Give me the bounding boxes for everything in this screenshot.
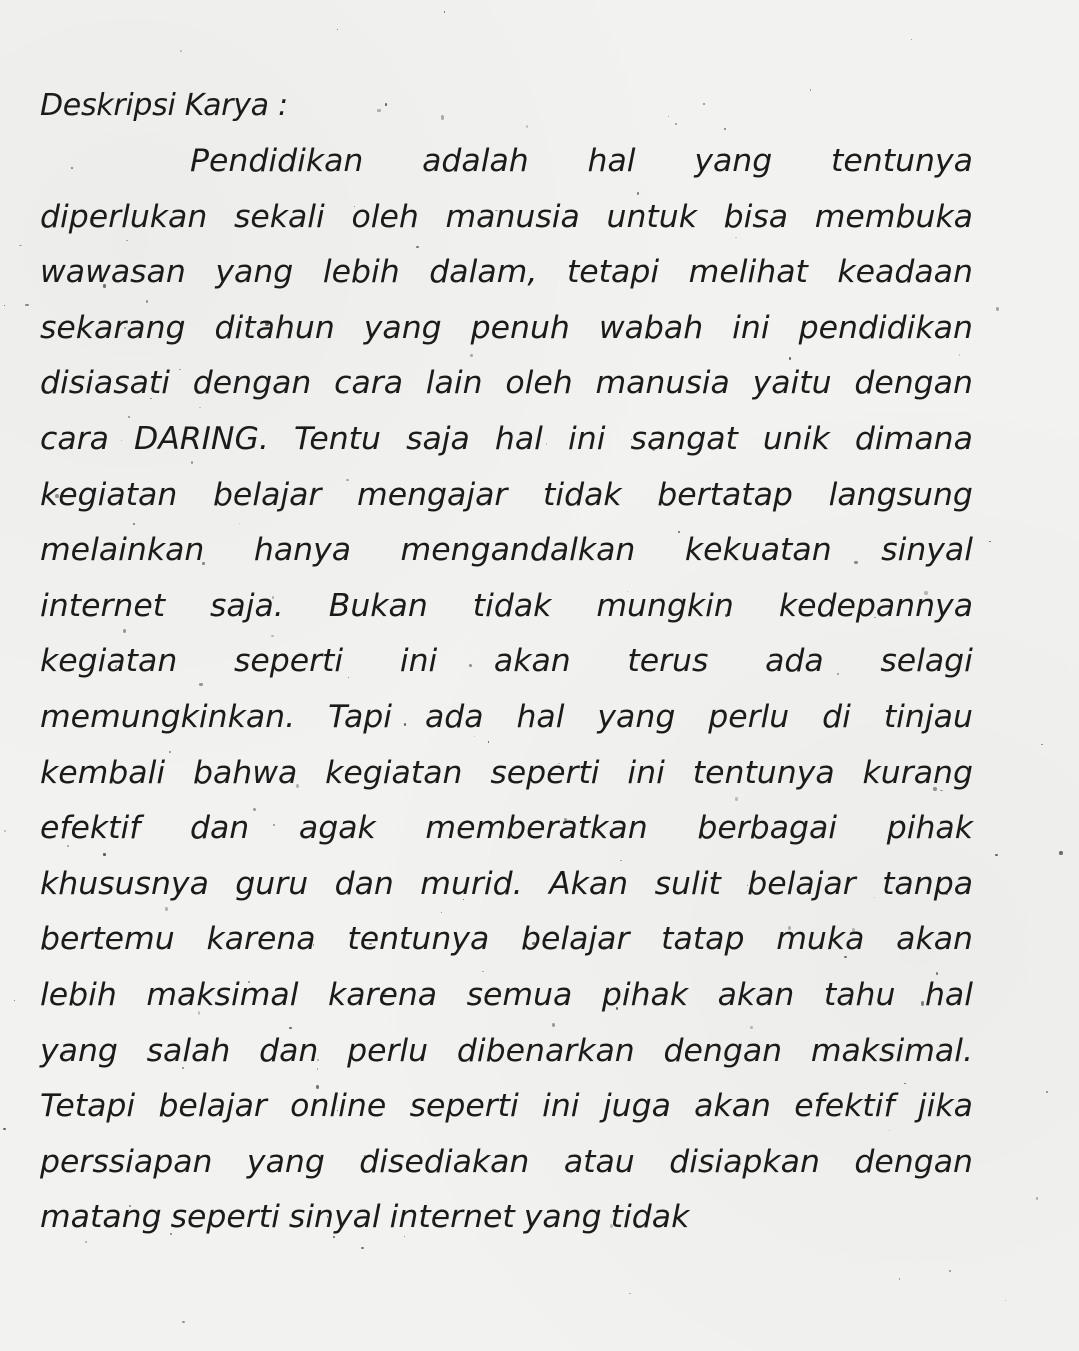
paper-speck <box>675 123 678 125</box>
paper-speck <box>182 1321 185 1323</box>
paragraph-line: Tetapi belajar online seperti ini juga akan efektif jika <box>40 1088 973 1125</box>
paper-speck <box>996 307 1000 311</box>
paragraph-line: bertemu karena tentunya belajar tatap muka akan <box>40 921 973 958</box>
paragraph-line: sekarang ditahun yang penuh wabah ini pendidikan <box>40 309 973 346</box>
paper-speck <box>377 109 380 111</box>
paragraph-line: Pendidikan adalah hal yang tentunya <box>190 143 973 179</box>
paragraph-line: perssiapan yang disediakan atau disiapkan dengan <box>40 1143 973 1180</box>
paragraph-line: efektif dan agak memberatkan berbagai pihak <box>40 810 973 847</box>
paragraph-line: cara DARING. Tentu saja hal ini sangat unik dimana <box>40 420 973 457</box>
paragraph-line: yang salah dan perlu dibenarkan dengan maksimal. <box>40 1032 973 1069</box>
paper-speck <box>444 11 445 12</box>
paper-speck <box>1059 851 1062 855</box>
paper-speck <box>1046 1091 1048 1093</box>
paragraph-line: melainkan hanya mengandalkan kekuatan sinyal <box>40 532 973 569</box>
paper-speck <box>526 125 529 128</box>
paragraph-line: wawasan yang lebih dalam, tetapi melihat keadaan <box>40 254 973 291</box>
paragraph-line: kembali bahwa kegiatan seperti ini tentunya kurang <box>40 754 973 791</box>
paragraph-line: kegiatan seperti ini akan terus ada selagi <box>40 643 973 680</box>
paper-speck <box>1041 744 1043 745</box>
paragraph-line: lebih maksimal karena semua pihak akan tahu hal <box>40 976 973 1013</box>
paper-speck <box>361 1247 363 1250</box>
document-body <box>40 134 973 1246</box>
paragraph-line: khususnya guru dan murid. Akan sulit belajar tanpa <box>40 865 973 902</box>
document-heading: Deskripsi Karya : <box>40 88 288 123</box>
paper-speck <box>949 1270 951 1272</box>
paragraph-line: matang seperti sinyal internet yang tidak <box>40 1199 690 1236</box>
paragraph-line: memungkinkan. Tapi ada hal yang perlu di tinjau <box>40 698 973 735</box>
paper-speck <box>703 103 705 105</box>
paragraph-line: diperlukan sekali oleh manusia untuk bisa membuka <box>40 198 973 235</box>
paragraph-line: disiasati dengan cara lain oleh manusia yaitu dengan <box>40 365 973 402</box>
paragraph-line: internet saja. Bukan tidak mungkin kedepannya <box>40 587 973 624</box>
paper-speck <box>385 103 388 105</box>
paper-speck <box>668 116 669 117</box>
paper-speck <box>25 304 29 306</box>
paragraph-line: kegiatan belajar mengajar tidak bertatap langsung <box>40 476 973 513</box>
